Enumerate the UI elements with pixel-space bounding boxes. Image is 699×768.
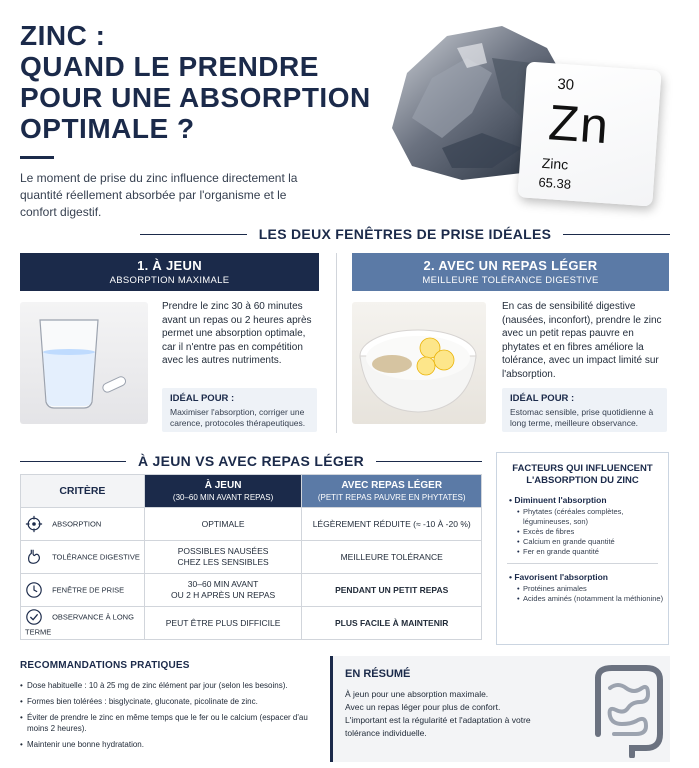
meal-cell: LÉGÈREMENT RÉDUITE (≈ -10 À -20 %) — [302, 508, 482, 541]
criteria-cell — [21, 508, 145, 541]
fasting-cell: PEUT ÊTRE PLUS DIFFICILE — [144, 607, 302, 640]
absorption-factors-box — [496, 452, 669, 645]
recommendations-title: RECOMMANDATIONS PRATIQUES — [20, 660, 190, 671]
criteria-label: OBSERVANCE À LONG TERME — [25, 612, 134, 637]
list-item: • Protéines animales — [517, 584, 668, 594]
decrease-title-text: Diminuent l'absorption — [514, 495, 607, 505]
yogurt-bowl-image — [352, 302, 486, 424]
factors-decrease-title: • Diminuent l'absorption — [509, 495, 607, 505]
header-fasting — [144, 475, 302, 508]
fasting-cell: POSSIBLES NAUSÉES CHEZ LES SENSIBLES — [144, 541, 302, 574]
header-meal-label: AVEC REPAS LÉGER — [341, 480, 443, 491]
clock-icon — [25, 581, 43, 599]
list-item: • Phytates (céréales complètes, légumineuses, son) — [517, 507, 668, 527]
title-line: QUAND LE PRENDRE — [20, 51, 319, 82]
recommendations-list — [20, 680, 320, 755]
intestine-icon — [588, 664, 670, 758]
table-header-row — [21, 475, 482, 508]
list-item: • Excès de fibres — [517, 527, 668, 537]
criteria-label: TOLÉRANCE DIGESTIVE — [52, 552, 140, 562]
heading-rule — [20, 461, 126, 462]
ideal-text: Maximiser l'absorption, corriger une carence, protocoles thérapeutiques. — [170, 407, 306, 428]
stomach-icon — [25, 548, 43, 566]
table-row — [21, 541, 482, 574]
summary-line: L'important est la régularité et l'adaptation à votre tolérance individuelle. — [345, 715, 531, 738]
list-item: • Calcium en grande quantité — [517, 537, 668, 547]
factors-divider — [507, 563, 658, 564]
card-subtitle: ABSORPTION MAXIMALE — [109, 275, 230, 286]
atomic-mass: 65.38 — [538, 174, 572, 192]
header-fasting-sub: (30–60 MIN AVANT REPAS) — [172, 493, 274, 502]
increase-title-text: Favorisent l'absorption — [514, 572, 608, 582]
title-underline — [20, 156, 54, 159]
list-item: • Acides aminés (notamment la méthionine) — [517, 594, 668, 604]
list-item: • Maintenir une bonne hydratation. — [20, 739, 320, 750]
header-criteria: CRITÈRE — [21, 475, 145, 508]
table-row — [21, 574, 482, 607]
card-title: 1. À JEUN — [137, 258, 202, 273]
fasting-cell: OPTIMALE — [144, 508, 302, 541]
title-line: POUR UNE ABSORPTION — [20, 82, 371, 113]
fasting-cell: 30–60 MIN AVANT OU 2 H APRÈS UN REPAS — [144, 574, 302, 607]
comparison-table — [20, 474, 482, 640]
criteria-cell — [21, 607, 145, 640]
heading-rule — [563, 234, 670, 235]
card-text: En cas de sensibilité digestive (nausées, inconfort), prendre le zinc avec un petit repas pauvre en phytates et en fibres améliore la tolérance, avec un impact limité sur l'absorption. — [502, 301, 662, 380]
list-item: • Dose habituelle : 10 à 25 mg de zinc élément par jour (selon les besoins). — [20, 680, 320, 691]
page-title — [20, 20, 380, 144]
windows-heading: LES DEUX FENÊTRES DE PRISE IDÉALES — [258, 226, 552, 242]
factors-title: FACTEURS QUI INFLUENCENT L'ABSORPTION DU ZINC — [512, 463, 653, 486]
atomic-number: 30 — [556, 75, 575, 94]
summary-line: Avec un repas léger pour plus de confort. — [345, 702, 501, 712]
ideal-label: IDÉAL POUR : — [510, 393, 575, 404]
meal-cell: PENDANT UN PETIT REPAS — [302, 574, 482, 607]
header-meal-sub: (PETIT REPAS PAUVRE EN PHYTATES) — [317, 493, 466, 502]
target-icon — [25, 515, 43, 533]
intro-text: Le moment de prise du zinc influence directement la quantité réellement absorbée par l'organisme et le confort digestif. — [20, 171, 298, 219]
card-divider — [336, 253, 337, 433]
section-heading — [140, 226, 670, 242]
card-header-light-meal — [352, 253, 669, 291]
periodic-element-tile — [517, 61, 661, 206]
card-subtitle: MEILLEURE TOLÉRANCE DIGESTIVE — [422, 275, 599, 286]
ideal-text: Estomac sensible, prise quotidienne à long terme, meilleure observance. — [510, 407, 654, 428]
comparison-heading: À JEUN VS AVEC REPAS LÉGER — [137, 453, 365, 469]
water-glass-image — [20, 302, 148, 424]
criteria-label: FENÊTRE DE PRISE — [52, 585, 125, 595]
meal-cell: MEILLEURE TOLÉRANCE — [302, 541, 482, 574]
header-fasting-label: À JEUN — [204, 480, 242, 491]
summary-box — [330, 656, 670, 762]
criteria-cell — [21, 574, 145, 607]
criteria-cell — [21, 541, 145, 574]
title-line: OPTIMALE ? — [20, 113, 195, 144]
increase-list — [517, 584, 668, 604]
element-name: Zinc — [541, 154, 569, 173]
ideal-for-box — [502, 388, 667, 432]
element-symbol: Zn — [546, 94, 611, 155]
summary-title: EN RÉSUMÉ — [345, 668, 411, 680]
card-title: 2. AVEC UN REPAS LÉGER — [423, 258, 598, 273]
heading-rule — [376, 461, 482, 462]
table-row — [21, 508, 482, 541]
criteria-label: ABSORPTION — [52, 519, 102, 529]
header-meal — [302, 475, 482, 508]
summary-line: À jeun pour une absorption maximale. — [345, 689, 489, 699]
title-line: ZINC : — [20, 20, 106, 51]
section-heading — [20, 453, 482, 469]
factors-increase-title: • Favorisent l'absorption — [509, 572, 608, 582]
ideal-label: IDÉAL POUR : — [170, 393, 235, 404]
table-row — [21, 607, 482, 640]
card-text: Prendre le zinc 30 à 60 minutes avant un repas ou 2 heures après permet une absorption optimale, car il n'entre pas en compétition avec les autres nutriments. — [162, 301, 312, 366]
heading-rule — [140, 234, 247, 235]
list-item: • Fer en grande quantité — [517, 547, 668, 557]
list-item: • Éviter de prendre le zinc en même temps que le fer ou le calcium (espacer d'au moins 2 heures). — [20, 712, 320, 734]
summary-text — [345, 688, 545, 740]
check-circle-icon — [25, 608, 43, 626]
card-header-fasting — [20, 253, 319, 291]
meal-cell: PLUS FACILE À MAINTENIR — [302, 607, 482, 640]
ideal-for-box — [162, 388, 317, 432]
list-item: • Formes bien tolérées : bisglycinate, gluconate, picolinate de zinc. — [20, 696, 320, 707]
decrease-list — [517, 507, 668, 557]
